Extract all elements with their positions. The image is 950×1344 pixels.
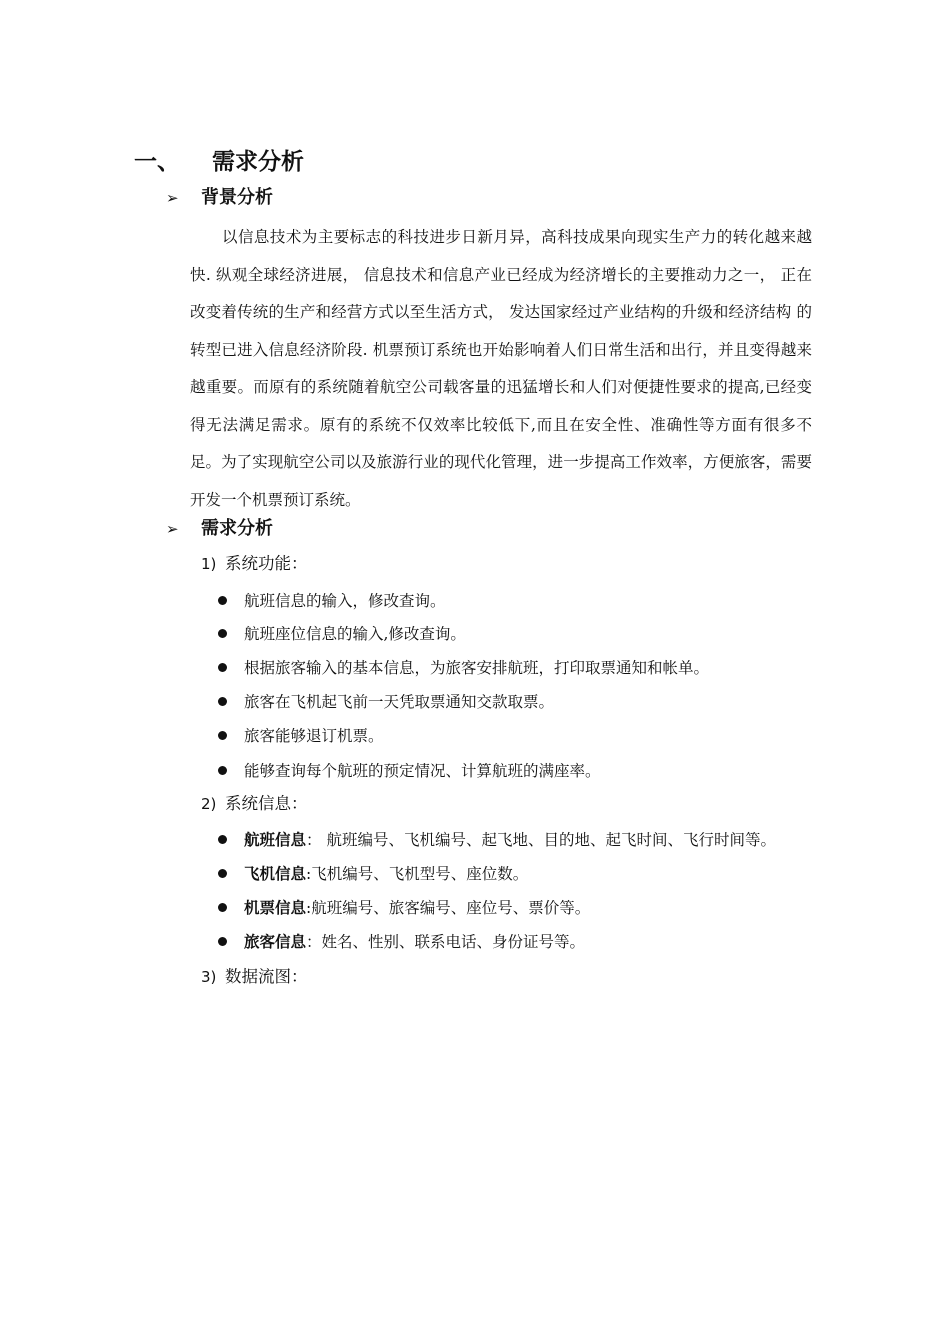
- bullet-icon: [218, 937, 227, 946]
- list-item: 旅客能够退订机票。: [218, 721, 384, 751]
- background-heading: [166, 183, 273, 213]
- info-title: 系统信息：: [225, 794, 308, 813]
- bullet-icon: [218, 835, 227, 844]
- bullet-icon: [218, 629, 227, 638]
- arrow-bullet-icon: ➢: [166, 189, 179, 207]
- dataflow-number: 3): [201, 968, 217, 986]
- bullet-icon: [218, 596, 227, 605]
- requirements-heading: [166, 514, 273, 544]
- info-subheading: [201, 789, 308, 819]
- background-paragraph: 以信息技术为主要标志的科技进步日新月异，高科技成果向现实生产力的转化越来越快. 纵观全球经济进展， 信息技术和信息产业已经成为经济增长的主要推动力之一， 正在改变着传统的生产和经营方式以至生活方式， 发达国家经过产业结构的升级和经济结构 的转型已进入信息经济阶段. 机票预订系统也开始影响着人们日常生活和出行，并且变得越来越重要。而原有的系统随着航空公司载客量的迅猛增长和人们对便捷性要求的提高,已经变得无法满足需求。原有的系统不仅效率比较低下,而且在安全性、准确性等方面有很多不足。为了实现航空公司以及旅游行业的现代化管理，进一步提高工作效率，方便旅客，需要开发一个机票预订系统。: [190, 228, 812, 509]
- dataflow-subheading: [201, 962, 308, 992]
- functions-subheading: [201, 549, 308, 579]
- info-number: 2): [201, 795, 217, 813]
- list-item: 飞机信息:飞机编号、飞机型号、座位数。: [218, 859, 528, 889]
- list-item: 能够查询每个航班的预定情况、计算航班的满座率。: [218, 756, 601, 786]
- list-item: 机票信息:航班编号、旅客编号、座位号、票价等。: [218, 893, 590, 923]
- arrow-bullet-icon: ➢: [166, 520, 179, 538]
- bullet-icon: [218, 766, 227, 775]
- background-heading-text: 背景分析: [201, 187, 273, 208]
- bullet-icon: [218, 903, 227, 912]
- list-item: 航班信息： 航班编号、飞机编号、起飞地、目的地、起飞时间、飞行时间等。: [218, 825, 776, 855]
- dataflow-title: 数据流图：: [225, 967, 308, 986]
- list-item: 根据旅客输入的基本信息，为旅客安排航班，打印取票通知和帐单。: [218, 653, 709, 683]
- functions-number: 1): [201, 555, 217, 573]
- bullet-icon: [218, 663, 227, 672]
- functions-title: 系统功能：: [225, 554, 308, 573]
- bullet-icon: [218, 697, 227, 706]
- list-item: 旅客信息：姓名、性别、联系电话、身份证号等。: [218, 927, 585, 957]
- section-number: 一、: [134, 149, 180, 175]
- list-item: 航班信息的输入，修改查询。: [218, 586, 446, 616]
- list-item: 航班座位信息的输入,修改查询。: [218, 619, 466, 649]
- bullet-icon: [218, 731, 227, 740]
- section-heading: [134, 145, 304, 179]
- bullet-icon: [218, 869, 227, 878]
- section-title: 需求分析: [212, 149, 304, 175]
- requirements-heading-text: 需求分析: [201, 518, 273, 539]
- list-item: 旅客在飞机起飞前一天凭取票通知交款取票。: [218, 687, 554, 717]
